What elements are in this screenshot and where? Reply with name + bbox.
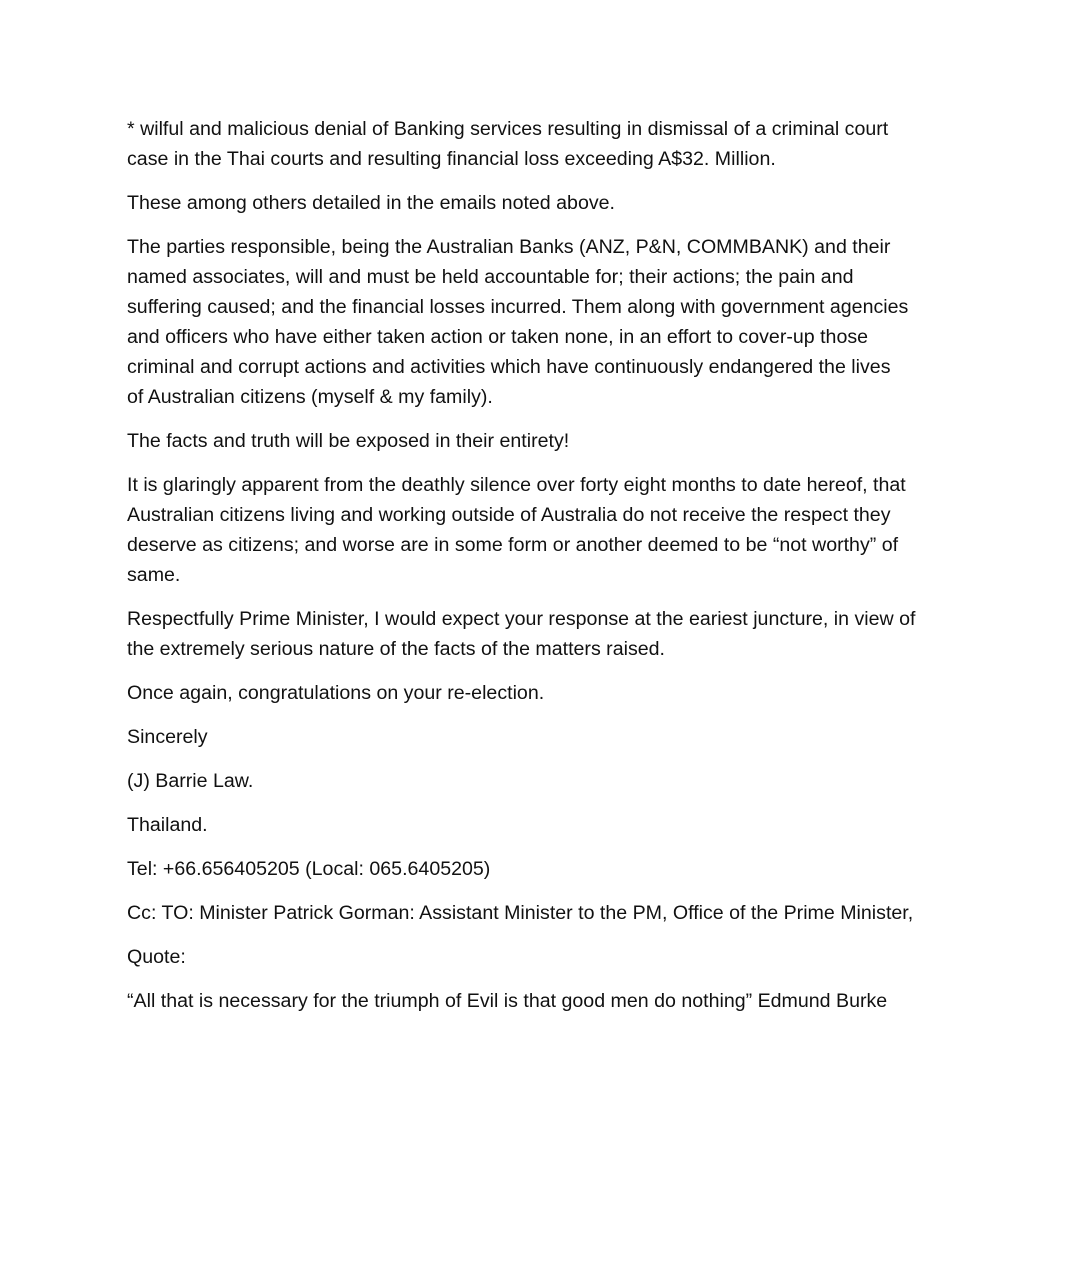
paragraph-others-detailed xyxy=(127,188,957,218)
text-line: Quote: xyxy=(127,946,186,968)
text-line: It is glaringly apparent from the deathly silence over forty eight months to date hereof, that xyxy=(127,474,906,496)
paragraph-parties-responsible xyxy=(127,232,957,412)
paragraph-congratulations xyxy=(127,678,957,708)
text-line: suffering caused; and the financial losses incurred. Them along with government agencies xyxy=(127,296,909,318)
text-line: The facts and truth will be exposed in their entirety! xyxy=(127,430,570,452)
text-line: criminal and corrupt actions and activities which have continuously endangered the lives xyxy=(127,356,891,378)
text-line: Tel: +66.656405205 (Local: 065.6405205) xyxy=(127,858,491,880)
paragraph-respectfully xyxy=(127,604,957,664)
signature-phone xyxy=(127,854,957,884)
text-line: (J) Barrie Law. xyxy=(127,770,254,792)
text-line: named associates, will and must be held accountable for; their actions; the pain and xyxy=(127,266,854,288)
cc-line xyxy=(127,898,957,928)
text-line: Cc: TO: Minister Patrick Gorman: Assistant Minister to the PM, Office of the Prime Minister, xyxy=(127,902,914,924)
text-line: Respectfully Prime Minister, I would expect your response at the eariest juncture, in view of xyxy=(127,608,916,630)
signature-name xyxy=(127,766,957,796)
text-line: Thailand. xyxy=(127,814,208,836)
text-line: same. xyxy=(127,564,181,586)
text-line: * wilful and malicious denial of Banking services resulting in dismissal of a criminal court xyxy=(127,118,889,140)
text-line: case in the Thai courts and resulting financial loss exceeding A$32. Million. xyxy=(127,148,776,170)
text-line: The parties responsible, being the Australian Banks (ANZ, P&N, COMMBANK) and their xyxy=(127,236,891,258)
paragraph-facts-exposed xyxy=(127,426,957,456)
text-line: the extremely serious nature of the facts of the matters raised. xyxy=(127,638,665,660)
paragraph-banking-denial xyxy=(127,114,957,174)
text-line: “All that is necessary for the triumph of Evil is that good men do nothing” Edmund Burke xyxy=(127,990,888,1012)
text-line: deserve as citizens; and worse are in some form or another deemed to be “not worthy” of xyxy=(127,534,899,556)
text-line: Sincerely xyxy=(127,726,208,748)
quote-text xyxy=(127,986,957,1016)
closing-sincerely xyxy=(127,722,957,752)
text-line: of Australian citizens (myself & my family). xyxy=(127,386,493,408)
text-line: Australian citizens living and working outside of Australia do not receive the respect they xyxy=(127,504,891,526)
signature-location xyxy=(127,810,957,840)
paragraph-deathly-silence xyxy=(127,470,957,590)
letter-body xyxy=(127,114,957,1030)
quote-label xyxy=(127,942,957,972)
text-line: and officers who have either taken action or taken none, in an effort to cover-up those xyxy=(127,326,869,348)
text-line: These among others detailed in the emails noted above. xyxy=(127,192,615,214)
text-line: Once again, congratulations on your re-election. xyxy=(127,682,545,704)
